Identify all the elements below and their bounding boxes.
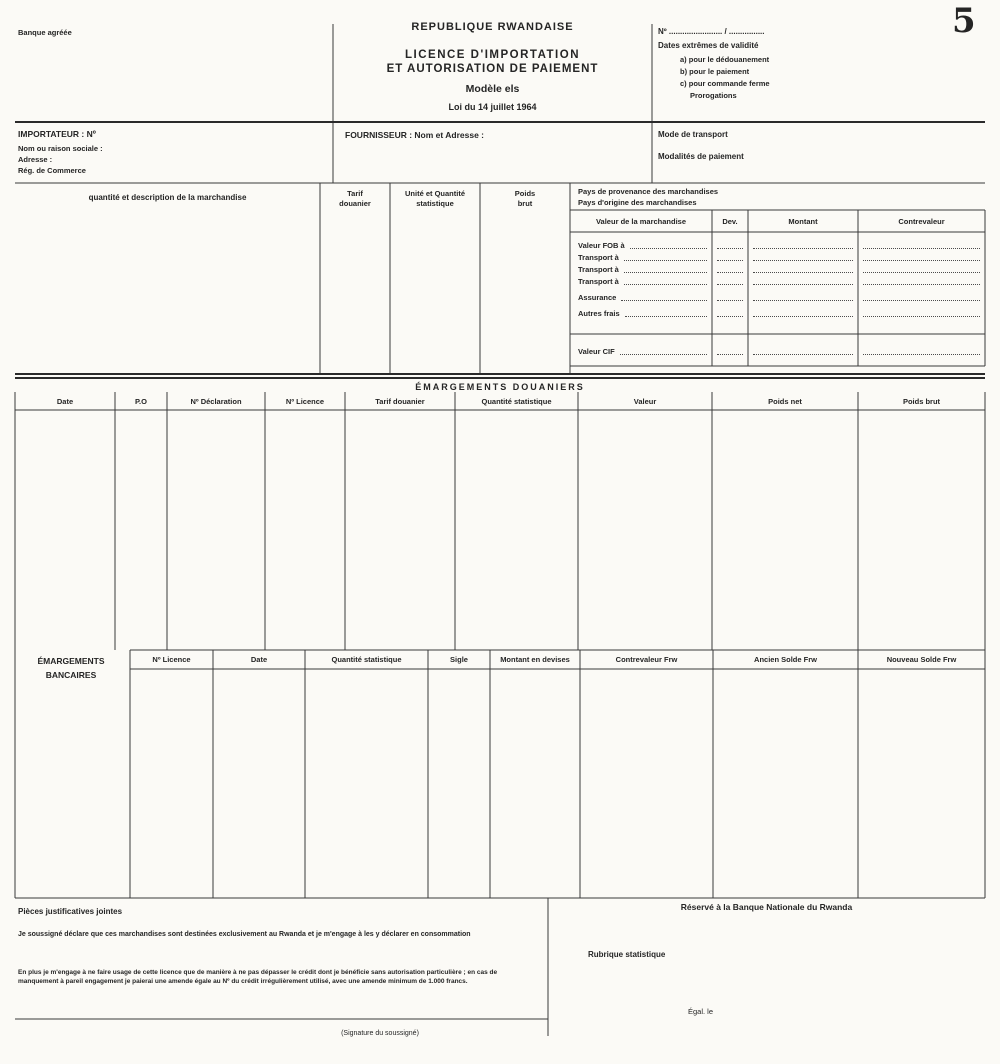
dotted-leader — [863, 299, 980, 301]
customs-col-declaration-no: Nº Déclaration — [190, 396, 242, 406]
importer-register-label: Rég. de Commerce — [18, 166, 86, 175]
bank-col-foreign-amount: Montant en devises — [500, 655, 570, 664]
bank-col-statistical-quantity: Quantité statistique — [331, 655, 402, 664]
form-title-line2: ET AUTORISATION DE PAIEMENT — [386, 63, 599, 75]
license-number-line: Nº ........................ / ................ — [658, 27, 765, 36]
declaration-paragraph-1: Je soussigné déclare que ces marchandises sont destinées exclusivement au Rwanda et je m'engage à les y déclarer en consommation — [18, 931, 471, 938]
goods-description-header: quantité et description de la marchandise — [88, 193, 247, 202]
transport-mode-label: Mode de transport — [658, 130, 728, 139]
dotted-leader — [624, 283, 707, 285]
bank-endorsements-title-line2: BANCAIRES — [45, 670, 97, 680]
egal-date-label: Égal. le — [688, 1007, 714, 1016]
value-row-label: Transport à — [578, 277, 619, 286]
dotted-leader — [717, 247, 743, 249]
dotted-leader — [753, 271, 853, 273]
bank-col-sigle: Sigle — [450, 655, 468, 664]
value-row-transport-2 — [570, 264, 985, 276]
importer-name-label: Nom ou raison sociale : — [18, 144, 103, 153]
validity-item-payment: b) pour le paiement — [680, 67, 750, 76]
bank-endorsements-title-line1: ÉMARGEMENTS — [37, 656, 105, 666]
dotted-leader — [863, 315, 980, 317]
dotted-leader — [624, 259, 707, 261]
bank-header-row — [130, 651, 985, 668]
form-model-label: Modèle els — [465, 83, 520, 95]
dotted-leader — [717, 271, 743, 273]
dotted-leader — [717, 315, 743, 317]
value-row-label: Valeur FOB à — [578, 241, 625, 250]
bank-endorsements-title — [18, 656, 124, 681]
payment-terms-label: Modalités de paiement — [658, 152, 744, 161]
gross-weight-header — [480, 189, 570, 209]
customs-header-row — [15, 393, 985, 409]
customs-endorsements-title: ÉMARGEMENTS DOUANIERS — [415, 382, 585, 392]
importer-address-label: Adresse : — [18, 155, 53, 164]
dotted-leader — [863, 271, 980, 273]
customs-tariff-header-line2: douanier — [339, 199, 371, 208]
bank-col-date: Date — [250, 655, 268, 664]
reserved-national-bank-label: Réservé à la Banque Nationale du Rwanda — [680, 902, 853, 912]
dotted-leader — [753, 283, 853, 285]
customs-col-gross-weight: Poids brut — [902, 396, 941, 406]
value-column-header: Valeur de la marchandise — [595, 217, 687, 226]
dotted-leader — [863, 259, 980, 261]
country-title: REPUBLIQUE RWANDAISE — [411, 21, 574, 33]
unit-quantity-header-line2: statistique — [416, 199, 454, 208]
value-row-insurance — [570, 292, 985, 304]
dotted-leader — [717, 259, 743, 261]
provenance-country-label: Pays de provenance des marchandises — [578, 187, 719, 196]
value-row-label: Valeur CIF — [578, 347, 615, 356]
customs-tariff-header-line1: Tarif — [347, 189, 363, 198]
statistical-heading-label: Rubrique statistique — [588, 950, 666, 959]
customs-col-value: Valeur — [633, 396, 657, 406]
origin-country-label: Pays d'origine des marchandises — [578, 198, 697, 207]
importer-title: IMPORTATEUR : Nº — [18, 129, 96, 139]
dotted-leader — [863, 353, 980, 355]
dotted-leader — [717, 353, 743, 355]
dotted-leader — [717, 299, 743, 301]
customs-col-statistical-quantity: Quantité statistique — [481, 396, 552, 406]
form-title-line1: LICENCE D'IMPORTATION — [405, 49, 580, 61]
unit-quantity-header — [390, 189, 480, 209]
customs-col-po: P.O — [135, 396, 147, 406]
gross-weight-header-line1: Poids — [514, 189, 536, 198]
value-row-label: Autres frais — [578, 309, 620, 318]
customs-col-tariff: Tarif douanier — [375, 396, 425, 406]
validity-item-firm-order: c) pour commande ferme — [680, 79, 770, 88]
gross-weight-header-line2: brut — [517, 199, 533, 208]
amount-column-header: Montant — [788, 217, 818, 226]
form-page-number: 5 — [952, 1, 976, 41]
value-row-label: Assurance — [578, 293, 617, 302]
bank-col-licence-no: Nº Licence — [152, 655, 191, 664]
law-reference: Loi du 14 juillet 1964 — [448, 102, 537, 112]
validity-dates-title: Dates extrêmes de validité — [658, 41, 759, 50]
dotted-leader — [753, 353, 853, 355]
dotted-leader — [717, 283, 743, 285]
value-row-label: Transport à — [578, 265, 619, 274]
customs-col-date: Date — [56, 396, 74, 406]
supporting-documents-label: Pièces justificatives jointes — [18, 907, 123, 916]
dotted-leader — [620, 353, 707, 355]
bank-col-countervalue-frw: Contrevaleur Frw — [615, 655, 678, 664]
value-row-transport-1 — [570, 252, 985, 264]
signature-caption: (Signature du soussigné) — [341, 1030, 419, 1037]
unit-quantity-header-line1: Unité et Quantité — [404, 189, 465, 198]
dotted-leader — [630, 247, 707, 249]
bank-col-old-balance-frw: Ancien Solde Frw — [754, 655, 817, 664]
dotted-leader — [863, 283, 980, 285]
value-row-cif — [570, 345, 985, 358]
supplier-title: FOURNISSEUR : Nom et Adresse : — [345, 130, 485, 140]
value-row-fob — [570, 240, 985, 252]
declaration-paragraph-2: En plus je m'engage à ne faire usage de cette licence que de manière à ne pas dépasser le crédit dont je bénéficie sans autorisation particulière ; en cas de manquement à pareil engagement je paierai une amende égale au Nº du crédit irrégulièrement utilisé, avec une amende minimum de 1.000 francs. — [18, 969, 498, 985]
countervalue-column-header: Contrevaleur — [898, 217, 945, 226]
customs-col-licence-no: Nº Licence — [285, 396, 325, 406]
agreed-bank-label: Banque agréée — [18, 28, 72, 37]
value-row-transport-3 — [570, 276, 985, 288]
bank-col-new-balance-frw: Nouveau Solde Frw — [886, 655, 957, 664]
dotted-leader — [753, 247, 853, 249]
dotted-leader — [863, 247, 980, 249]
prorogations-label: Prorogations — [690, 91, 737, 100]
dotted-leader — [625, 315, 707, 317]
dotted-leader — [624, 271, 707, 273]
dotted-leader — [753, 299, 853, 301]
value-row-label: Transport à — [578, 253, 619, 262]
value-row-other-costs — [570, 308, 985, 320]
customs-col-net-weight: Poids net — [768, 396, 802, 406]
dotted-leader — [753, 259, 853, 261]
dotted-leader — [621, 299, 707, 301]
validity-item-customs-clearance: a) pour le dédouanement — [680, 55, 770, 64]
currency-column-header: Dev. — [722, 217, 738, 226]
customs-tariff-header — [320, 189, 390, 209]
dotted-leader — [753, 315, 853, 317]
